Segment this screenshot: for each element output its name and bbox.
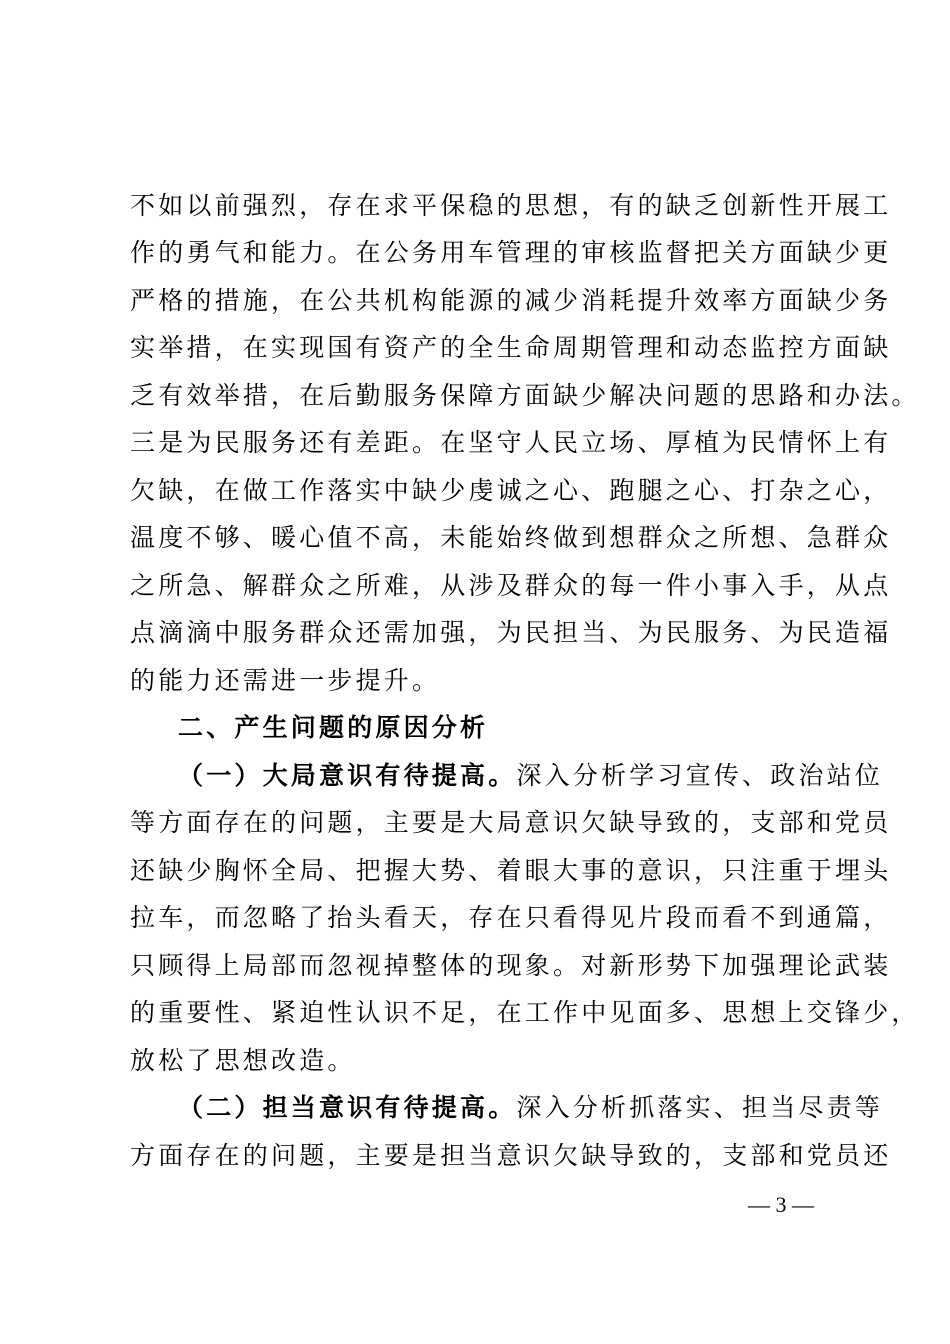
body-text-line: 严格的措施，在公共机构能源的减少消耗提升效率方面缺少务: [130, 286, 892, 315]
section-heading: 二、产生问题的原因分析: [178, 713, 489, 742]
body-text-line: 欠缺，在做工作落实中缺少虔诚之心、跑腿之心、打杂之心，: [130, 476, 892, 505]
body-text-line: 实举措，在实现国有资产的全生命周期管理和动态监控方面缺: [130, 333, 892, 362]
body-text-line: 作的勇气和能力。在公务用车管理的审核监督把关方面缺少更: [130, 238, 892, 267]
body-text-line: 拉车，而忽略了抬头看天，存在只看得见片段而看不到通篇，: [130, 903, 892, 932]
body-text-line: 的能力还需进一步提升。: [130, 666, 441, 695]
body-text-line: 不如以前强烈，存在求平保稳的思想，有的缺乏创新性开展工: [130, 191, 892, 220]
body-text-line: 放松了思想改造。: [130, 1046, 356, 1075]
subsection-2-first-line: [178, 1093, 898, 1123]
subsection-2-heading: （二）担当意识有待提高。: [178, 1093, 517, 1122]
body-text-line: 的重要性、紧迫性认识不足，在工作中见面多、思想上交锋少，: [130, 998, 920, 1027]
subsection-1-first-line: [178, 761, 898, 791]
subsection-1-heading: （一）大局意识有待提高。: [178, 761, 517, 790]
body-text-line: 温度不够、暖心值不高，未能始终做到想群众之所想、急群众: [130, 523, 892, 552]
body-text-line: 只顾得上局部而忽视掉整体的现象。对新形势下加强理论武装: [130, 951, 892, 980]
subsection-2-first-line-text: 深入分析抓落实、担当尽责等: [516, 1093, 884, 1122]
body-text-line: 之所急、解群众之所难，从涉及群众的每一件小事入手，从点: [130, 571, 892, 600]
body-text-line: 等方面存在的问题，主要是大局意识欠缺导致的，支部和党员: [130, 808, 892, 837]
page-number: — 3 —: [748, 1192, 814, 1217]
body-text-line: 还缺少胸怀全局、把握大势、着眼大事的意识，只注重于埋头: [130, 856, 892, 885]
body-text-line: 方面存在的问题，主要是担当意识欠缺导致的，支部和党员还: [130, 1141, 892, 1170]
body-text-line: 点滴滴中服务群众还需加强，为民担当、为民服务、为民造福: [130, 618, 892, 647]
body-text-line: 三是为民服务还有差距。在坚守人民立场、厚植为民情怀上有: [130, 428, 892, 457]
body-text-line: 乏有效举措，在后勤服务保障方面缺少解决问题的思路和办法。: [130, 381, 920, 410]
subsection-1-first-line-text: 深入分析学习宣传、政治站位: [516, 761, 884, 790]
